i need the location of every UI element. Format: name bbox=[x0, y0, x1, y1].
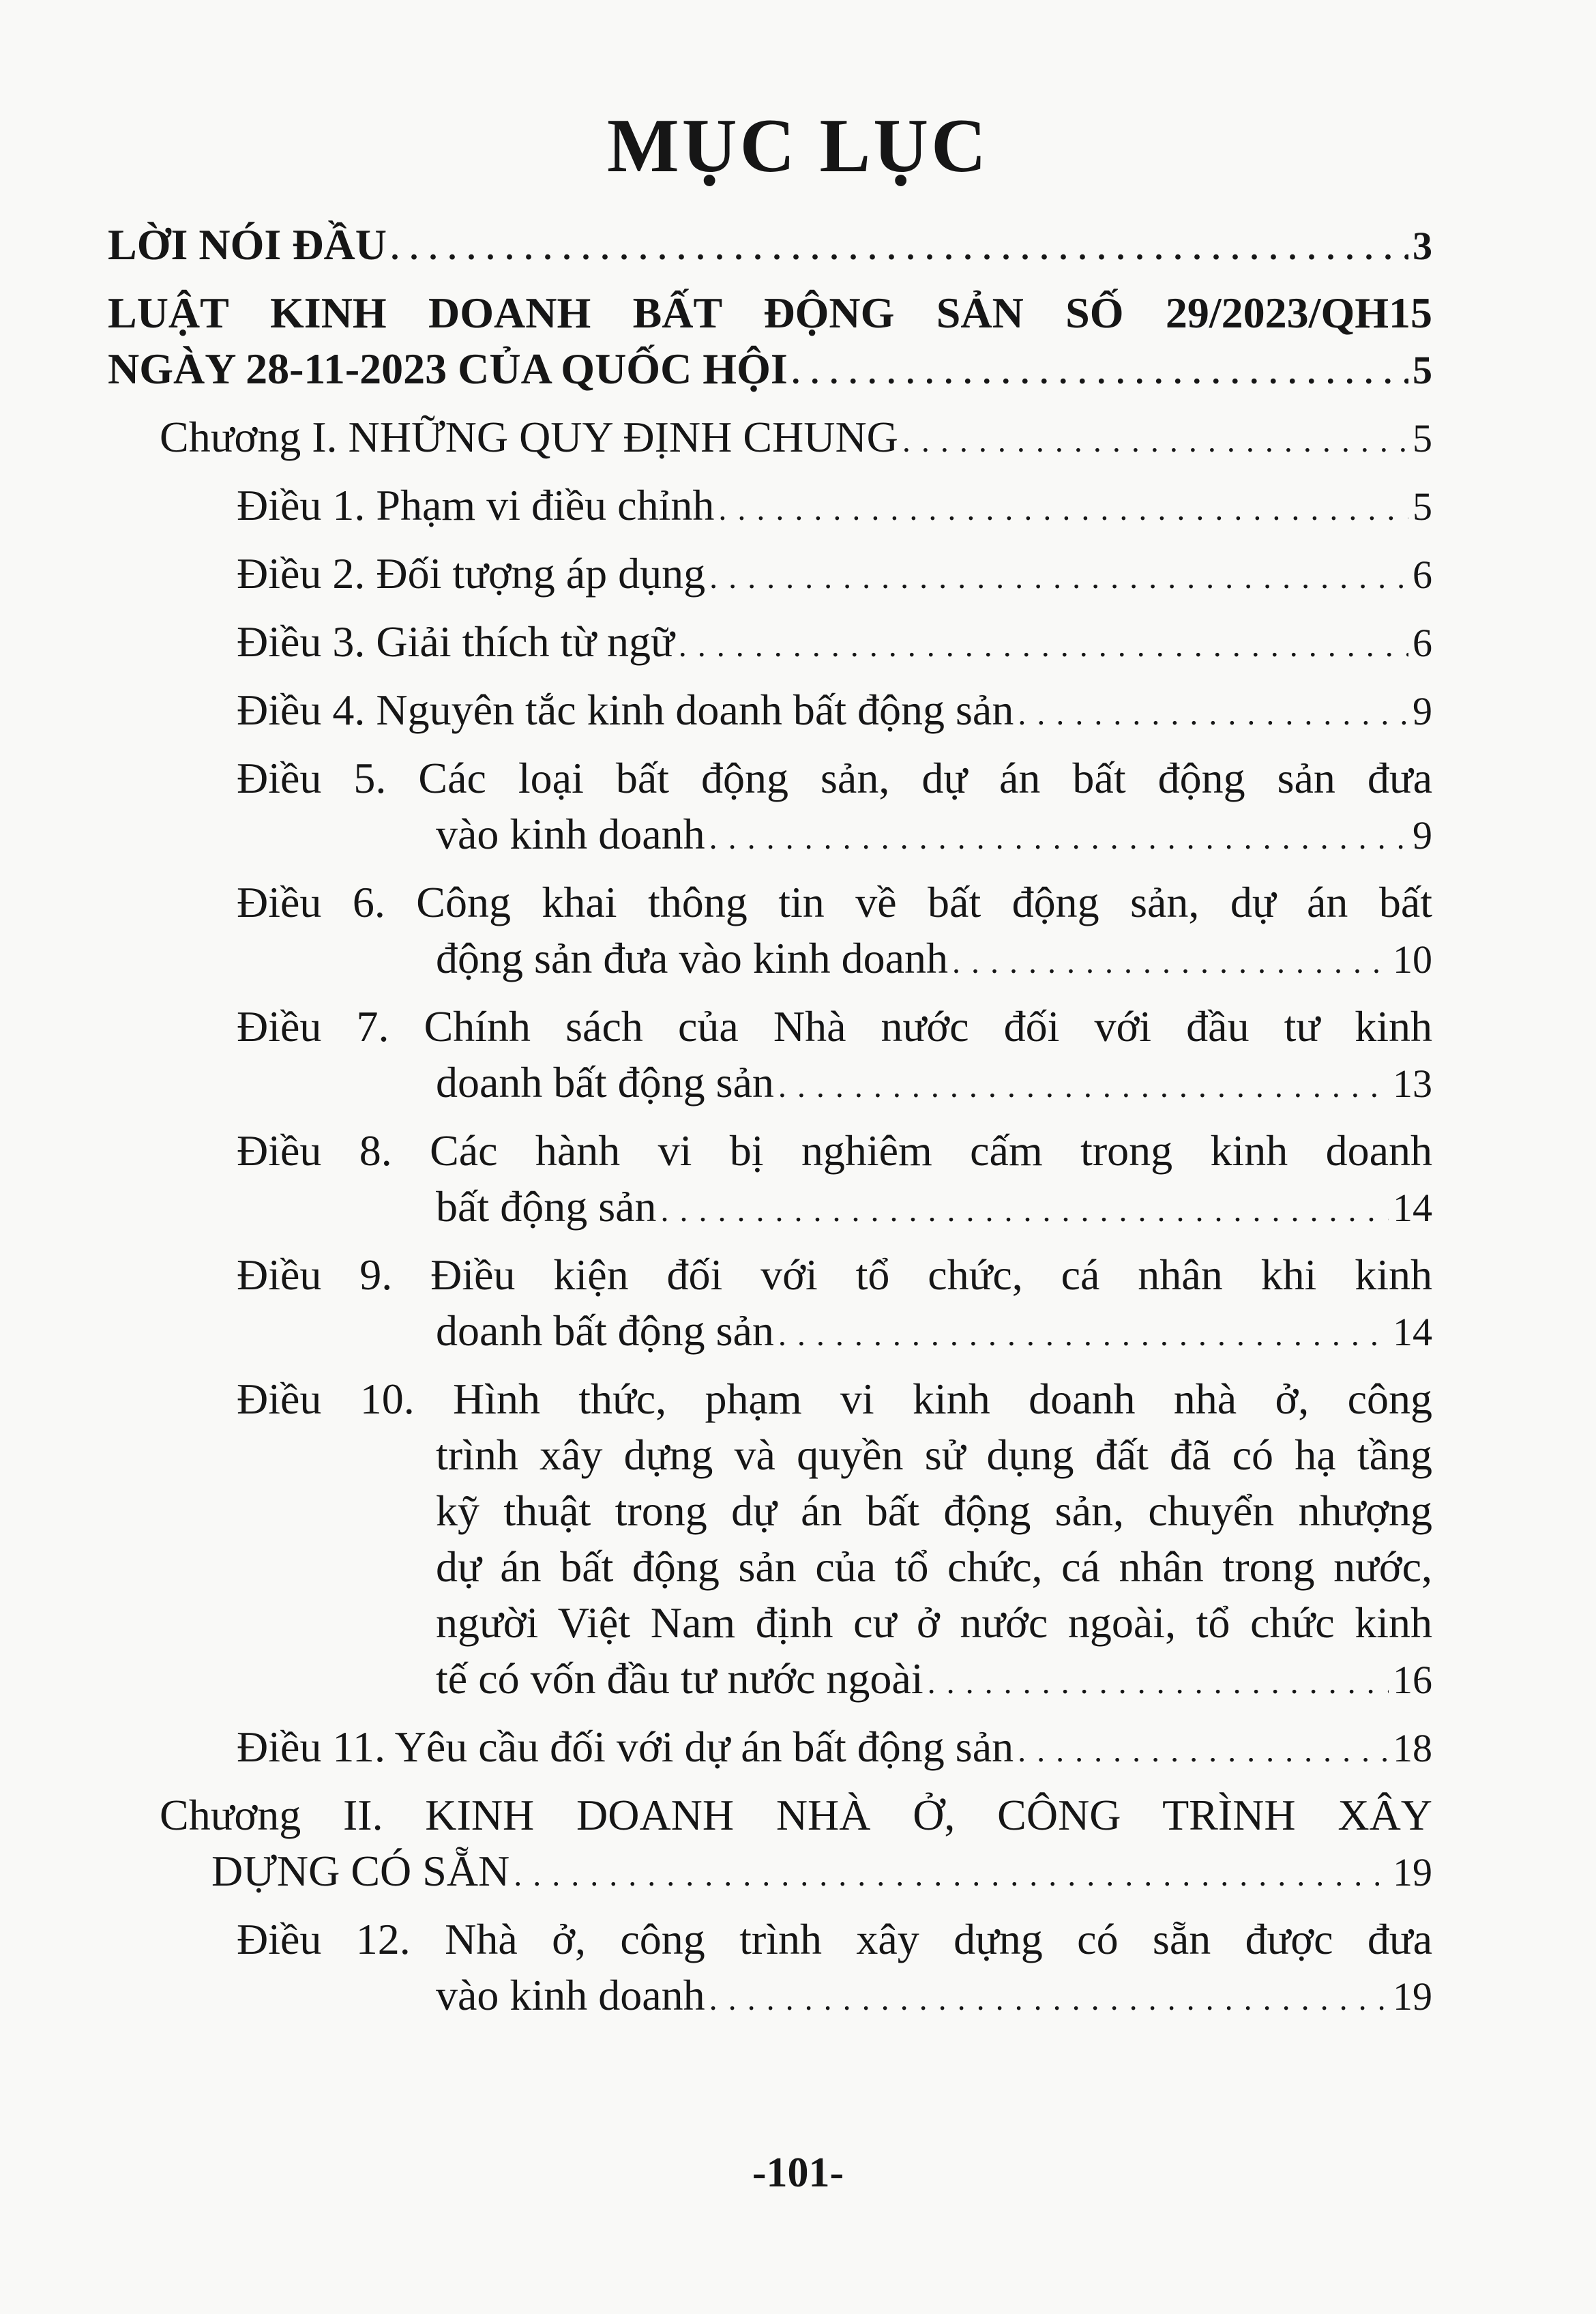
dot-leader bbox=[514, 1847, 1389, 1903]
toc-entry bbox=[108, 999, 1432, 1111]
toc-page-number: 9 bbox=[1413, 689, 1432, 733]
toc-entry-text: Điều 1. Phạm vi điều chỉnh bbox=[237, 481, 715, 529]
toc-entry-text: Điều 11. Yêu cầu đối với dự án bất động sản bbox=[237, 1723, 1014, 1771]
page-number: -101- bbox=[752, 2150, 844, 2196]
dot-leader bbox=[952, 935, 1389, 991]
toc-page-number: 6 bbox=[1413, 553, 1432, 597]
toc-entry-line bbox=[160, 1843, 1432, 1899]
toc-entry-text: Điều 5. Các loại bất động sản, dự án bất động sản đưa bbox=[237, 754, 1432, 802]
toc-entry bbox=[108, 1123, 1432, 1235]
toc-entry bbox=[108, 750, 1432, 862]
dot-leader bbox=[1018, 686, 1408, 742]
toc-page-number: 5 bbox=[1413, 484, 1432, 529]
toc-entry bbox=[108, 1912, 1432, 2023]
toc-entry-text: Điều 7. Chính sách của Nhà nước đối với đầu tư kinh bbox=[237, 1002, 1432, 1051]
toc-entry-text: Chương II. KINH DOANH NHÀ Ở, CÔNG TRÌNH XÂY bbox=[160, 1791, 1432, 1839]
toc-entry-text: Điều 3. Giải thích từ ngữ bbox=[237, 617, 675, 666]
toc-entry-text: doanh bất động sản bbox=[436, 1058, 774, 1107]
toc-entry-line bbox=[237, 1912, 1432, 1967]
toc-entry-text: Điều 2. Đối tượng áp dụng bbox=[237, 549, 706, 598]
toc-entry-line bbox=[237, 614, 1432, 670]
toc-entry-text: trình xây dựng và quyền sử dụng đất đã có hạ tầng bbox=[436, 1431, 1432, 1479]
toc-entry bbox=[108, 614, 1432, 670]
toc-entry-line bbox=[160, 409, 1432, 465]
toc-entry-text: vào kinh doanh bbox=[436, 810, 705, 858]
toc-entry-text: Điều 12. Nhà ở, công trình xây dựng có sẵn được đưa bbox=[237, 1915, 1432, 1963]
toc-entry-text: động sản đưa vào kinh doanh bbox=[436, 934, 948, 982]
toc-entry bbox=[108, 1247, 1432, 1359]
toc-page-number: 3 bbox=[1413, 224, 1432, 268]
toc-entry bbox=[108, 682, 1432, 738]
toc-entry-text: LUẬT KINH DOANH BẤT ĐỘNG SẢN SỐ 29/2023/QH15 bbox=[108, 289, 1432, 337]
toc-entry bbox=[108, 478, 1432, 533]
toc-entry-line bbox=[237, 1595, 1432, 1651]
toc-page-number: 19 bbox=[1393, 1974, 1432, 2019]
toc-entry-line bbox=[237, 1303, 1432, 1359]
toc-entry-text: LỜI NÓI ĐẦU bbox=[108, 220, 387, 269]
dot-leader bbox=[679, 618, 1408, 674]
page-title: MỤC LỤC bbox=[607, 104, 989, 188]
toc-entry-line bbox=[237, 1483, 1432, 1539]
dot-leader bbox=[709, 1972, 1389, 2027]
dot-leader bbox=[709, 810, 1408, 866]
toc-entry bbox=[108, 409, 1432, 465]
toc-entry-text: Điều 4. Nguyên tắc kinh doanh bất động sản bbox=[237, 686, 1014, 734]
toc-entry-line bbox=[237, 875, 1432, 931]
toc-entry-line bbox=[237, 750, 1432, 806]
toc-page-number: 13 bbox=[1393, 1061, 1432, 1106]
toc-page-number: 19 bbox=[1393, 1850, 1432, 1894]
toc-entry-line bbox=[237, 1371, 1432, 1427]
toc-page-number: 14 bbox=[1393, 1310, 1432, 1354]
toc-entry-line bbox=[237, 1247, 1432, 1303]
toc-entry-line bbox=[237, 1055, 1432, 1111]
toc-entry-text: bất động sản bbox=[436, 1182, 657, 1231]
dot-leader bbox=[928, 1655, 1389, 1711]
toc-entry bbox=[108, 1787, 1432, 1899]
dot-leader bbox=[718, 482, 1408, 538]
toc-page-number: 16 bbox=[1393, 1658, 1432, 1702]
toc-entry-line bbox=[237, 806, 1432, 862]
toc-entry-line bbox=[237, 931, 1432, 986]
toc-entry-line bbox=[108, 341, 1432, 397]
toc-entry-text: người Việt Nam định cư ở nước ngoài, tổ chức kinh bbox=[436, 1598, 1432, 1647]
toc-page-number: 6 bbox=[1413, 621, 1432, 665]
dot-leader bbox=[391, 221, 1408, 277]
toc-entry-text: vào kinh doanh bbox=[436, 1971, 705, 2019]
toc-entry-line bbox=[237, 682, 1432, 738]
toc-entry-line bbox=[108, 217, 1432, 273]
toc-entry-line bbox=[237, 546, 1432, 602]
toc-entry-line bbox=[237, 1651, 1432, 1707]
dot-leader bbox=[902, 413, 1408, 469]
toc-entry bbox=[108, 875, 1432, 986]
toc-page-number: 10 bbox=[1393, 937, 1432, 982]
toc-entry-text: Điều 10. Hình thức, phạm vi kinh doanh nhà ở, công bbox=[237, 1375, 1432, 1423]
toc-entry-text: dự án bất động sản của tổ chức, cá nhân trong nước, bbox=[436, 1542, 1432, 1591]
toc-entry bbox=[108, 1719, 1432, 1775]
toc-page-number: 14 bbox=[1393, 1186, 1432, 1230]
toc-entry bbox=[108, 217, 1432, 273]
toc-entry-line bbox=[237, 1123, 1432, 1179]
toc-entry-line bbox=[108, 285, 1432, 341]
toc-entry-text: Điều 8. Các hành vi bị nghiêm cấm trong kinh doanh bbox=[237, 1126, 1432, 1175]
dot-leader bbox=[792, 345, 1408, 401]
toc-entry-line bbox=[237, 478, 1432, 533]
toc-page-number: 5 bbox=[1413, 348, 1432, 392]
table-of-contents bbox=[108, 217, 1432, 2036]
toc-entry-line bbox=[237, 1719, 1432, 1775]
toc-entry bbox=[108, 546, 1432, 602]
toc-entry-text: tế có vốn đầu tư nước ngoài bbox=[436, 1654, 923, 1703]
toc-entry-text: NGÀY 28-11-2023 CỦA QUỐC HỘI bbox=[108, 345, 788, 393]
dot-leader bbox=[1018, 1723, 1389, 1779]
toc-page-number: 9 bbox=[1413, 813, 1432, 858]
toc-entry-line bbox=[160, 1787, 1432, 1843]
toc-entry-text: DỰNG CÓ SẴN bbox=[211, 1847, 510, 1895]
toc-entry-line bbox=[237, 1539, 1432, 1595]
toc-entry-text: doanh bất động sản bbox=[436, 1306, 774, 1355]
toc-entry-line bbox=[237, 1427, 1432, 1483]
toc-entry-line bbox=[237, 999, 1432, 1055]
toc-entry-text: Điều 6. Công khai thông tin về bất động sản, dự án bất bbox=[237, 878, 1432, 926]
toc-entry-line bbox=[237, 1179, 1432, 1235]
dot-leader bbox=[778, 1059, 1389, 1115]
toc-page-number: 18 bbox=[1393, 1726, 1432, 1770]
toc-entry-text: kỹ thuật trong dự án bất động sản, chuyển nhượng bbox=[436, 1486, 1432, 1535]
toc-entry-text: Điều 9. Điều kiện đối với tổ chức, cá nhân khi kinh bbox=[237, 1250, 1432, 1299]
dot-leader bbox=[709, 550, 1408, 606]
dot-leader bbox=[661, 1183, 1389, 1239]
toc-entry-line bbox=[237, 1967, 1432, 2023]
dot-leader bbox=[778, 1307, 1389, 1363]
toc-entry-text: Chương I. NHỮNG QUY ĐỊNH CHUNG bbox=[160, 413, 898, 461]
toc-page-number: 5 bbox=[1413, 416, 1432, 460]
toc-entry bbox=[108, 285, 1432, 397]
toc-entry bbox=[108, 1371, 1432, 1707]
